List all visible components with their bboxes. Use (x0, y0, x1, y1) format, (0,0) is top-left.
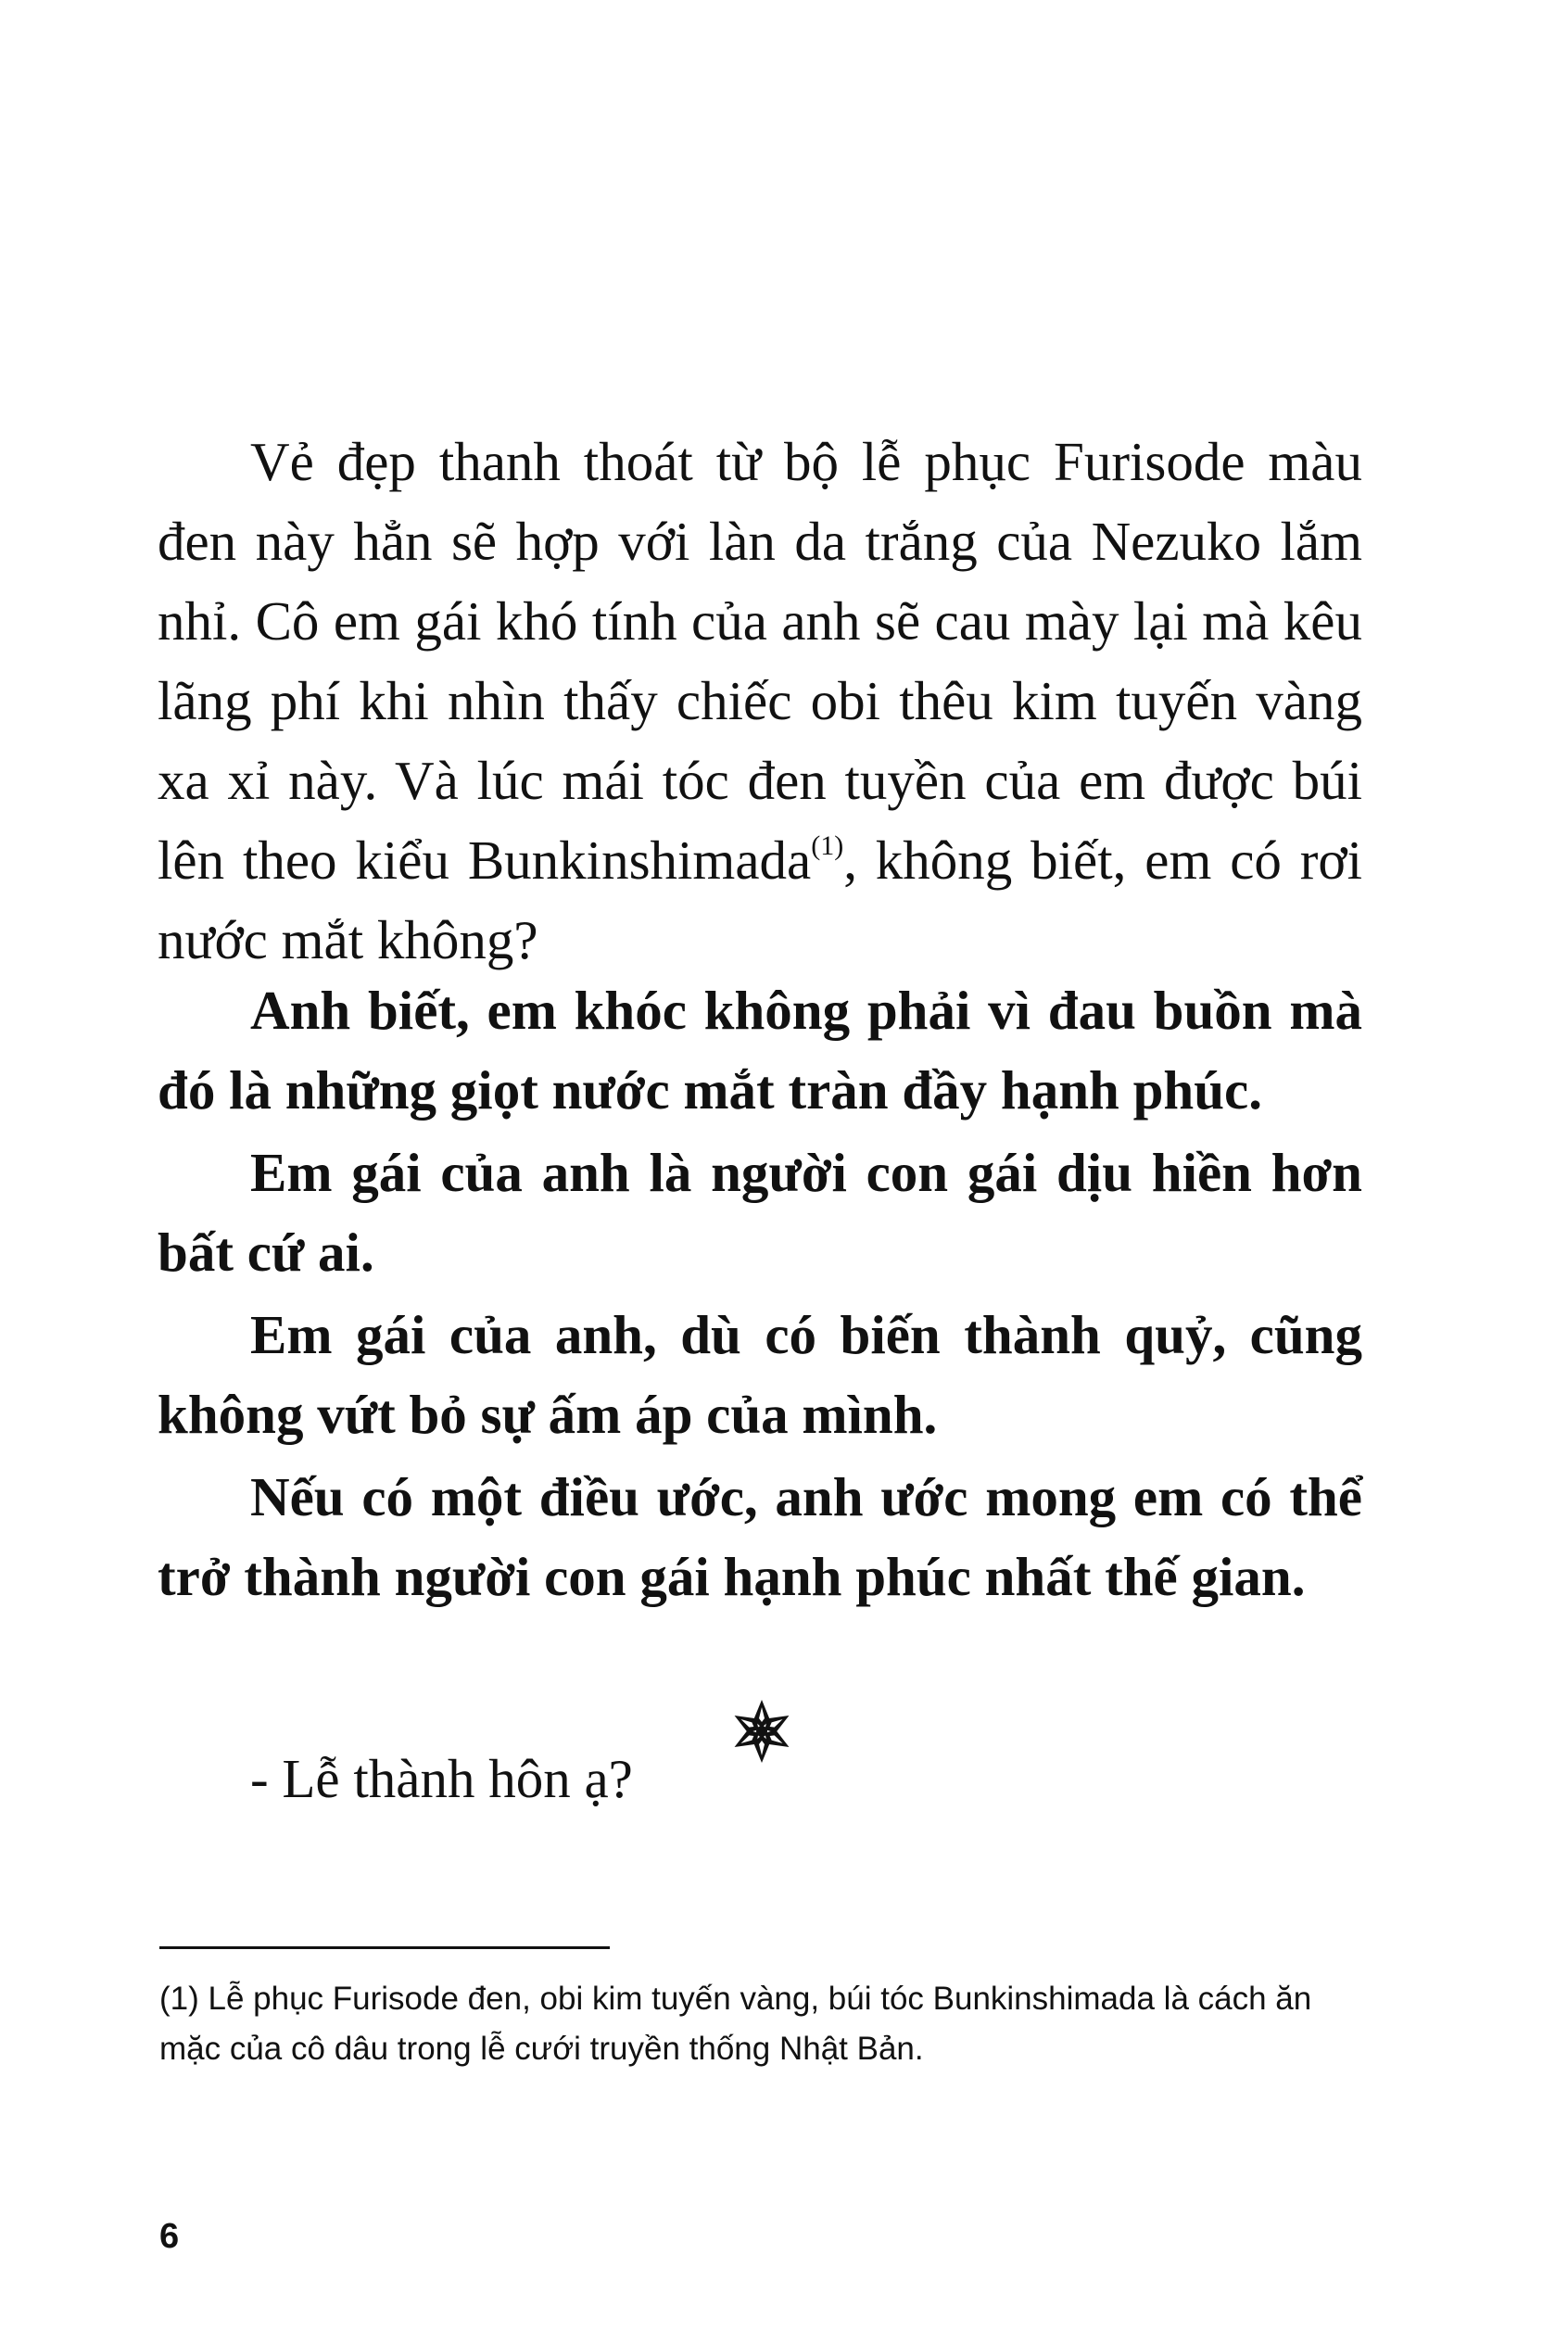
flower-ornament-icon (728, 1698, 795, 1765)
bold-paragraph-4: Nếu có một điều ước, anh ước mong em có thể trở thành người con gái hạnh phúc nhất thế gian. (158, 1466, 1362, 1607)
paragraph-1-text: Vẻ đẹp thanh thoát từ bộ lễ phục Furisode màu đen này hẳn sẽ hợp với làn da trắng của Nezuko lắm nhỉ. Cô em gái khó tính của anh sẽ cau mày lại mà kêu lãng phí khi nhìn thấy chiếc obi thêu kim tuyến vàng xa xỉ này. Và lúc mái tóc đen tuyền của em được búi lên theo kiểu Bunkinshimada (158, 431, 1362, 891)
footnote: (1) Lễ phục Furisode đen, obi kim tuyến vàng, búi tóc Bunkinshimada là cách ăn mặc của cô dâu trong lễ cưới truyền thống Nhật Bản. (159, 1981, 1312, 2067)
paragraph-1 (158, 422, 1362, 980)
page-number: 6 (159, 2217, 180, 2256)
bold-paragraph-2: Em gái của anh là người con gái dịu hiền hơn bất cứ ai. (158, 1142, 1362, 1283)
footnote-marker: (1) (811, 830, 844, 861)
footnote-divider (159, 1946, 610, 1949)
bold-paragraph-3: Em gái của anh, dù có biến thành quỷ, cũng không vứt bỏ sự ấm áp của mình. (158, 1304, 1362, 1445)
dialogue-line: - Lễ thành hôn ạ? (250, 1748, 633, 1809)
bold-paragraph-1: Anh biết, em khóc không phải vì đau buồn mà đó là những giọt nước mắt tràn đầy hạnh phúc. (158, 980, 1362, 1121)
paragraph-1-text-end: , không biết, em có rơi nước mắt không? (158, 830, 1362, 970)
